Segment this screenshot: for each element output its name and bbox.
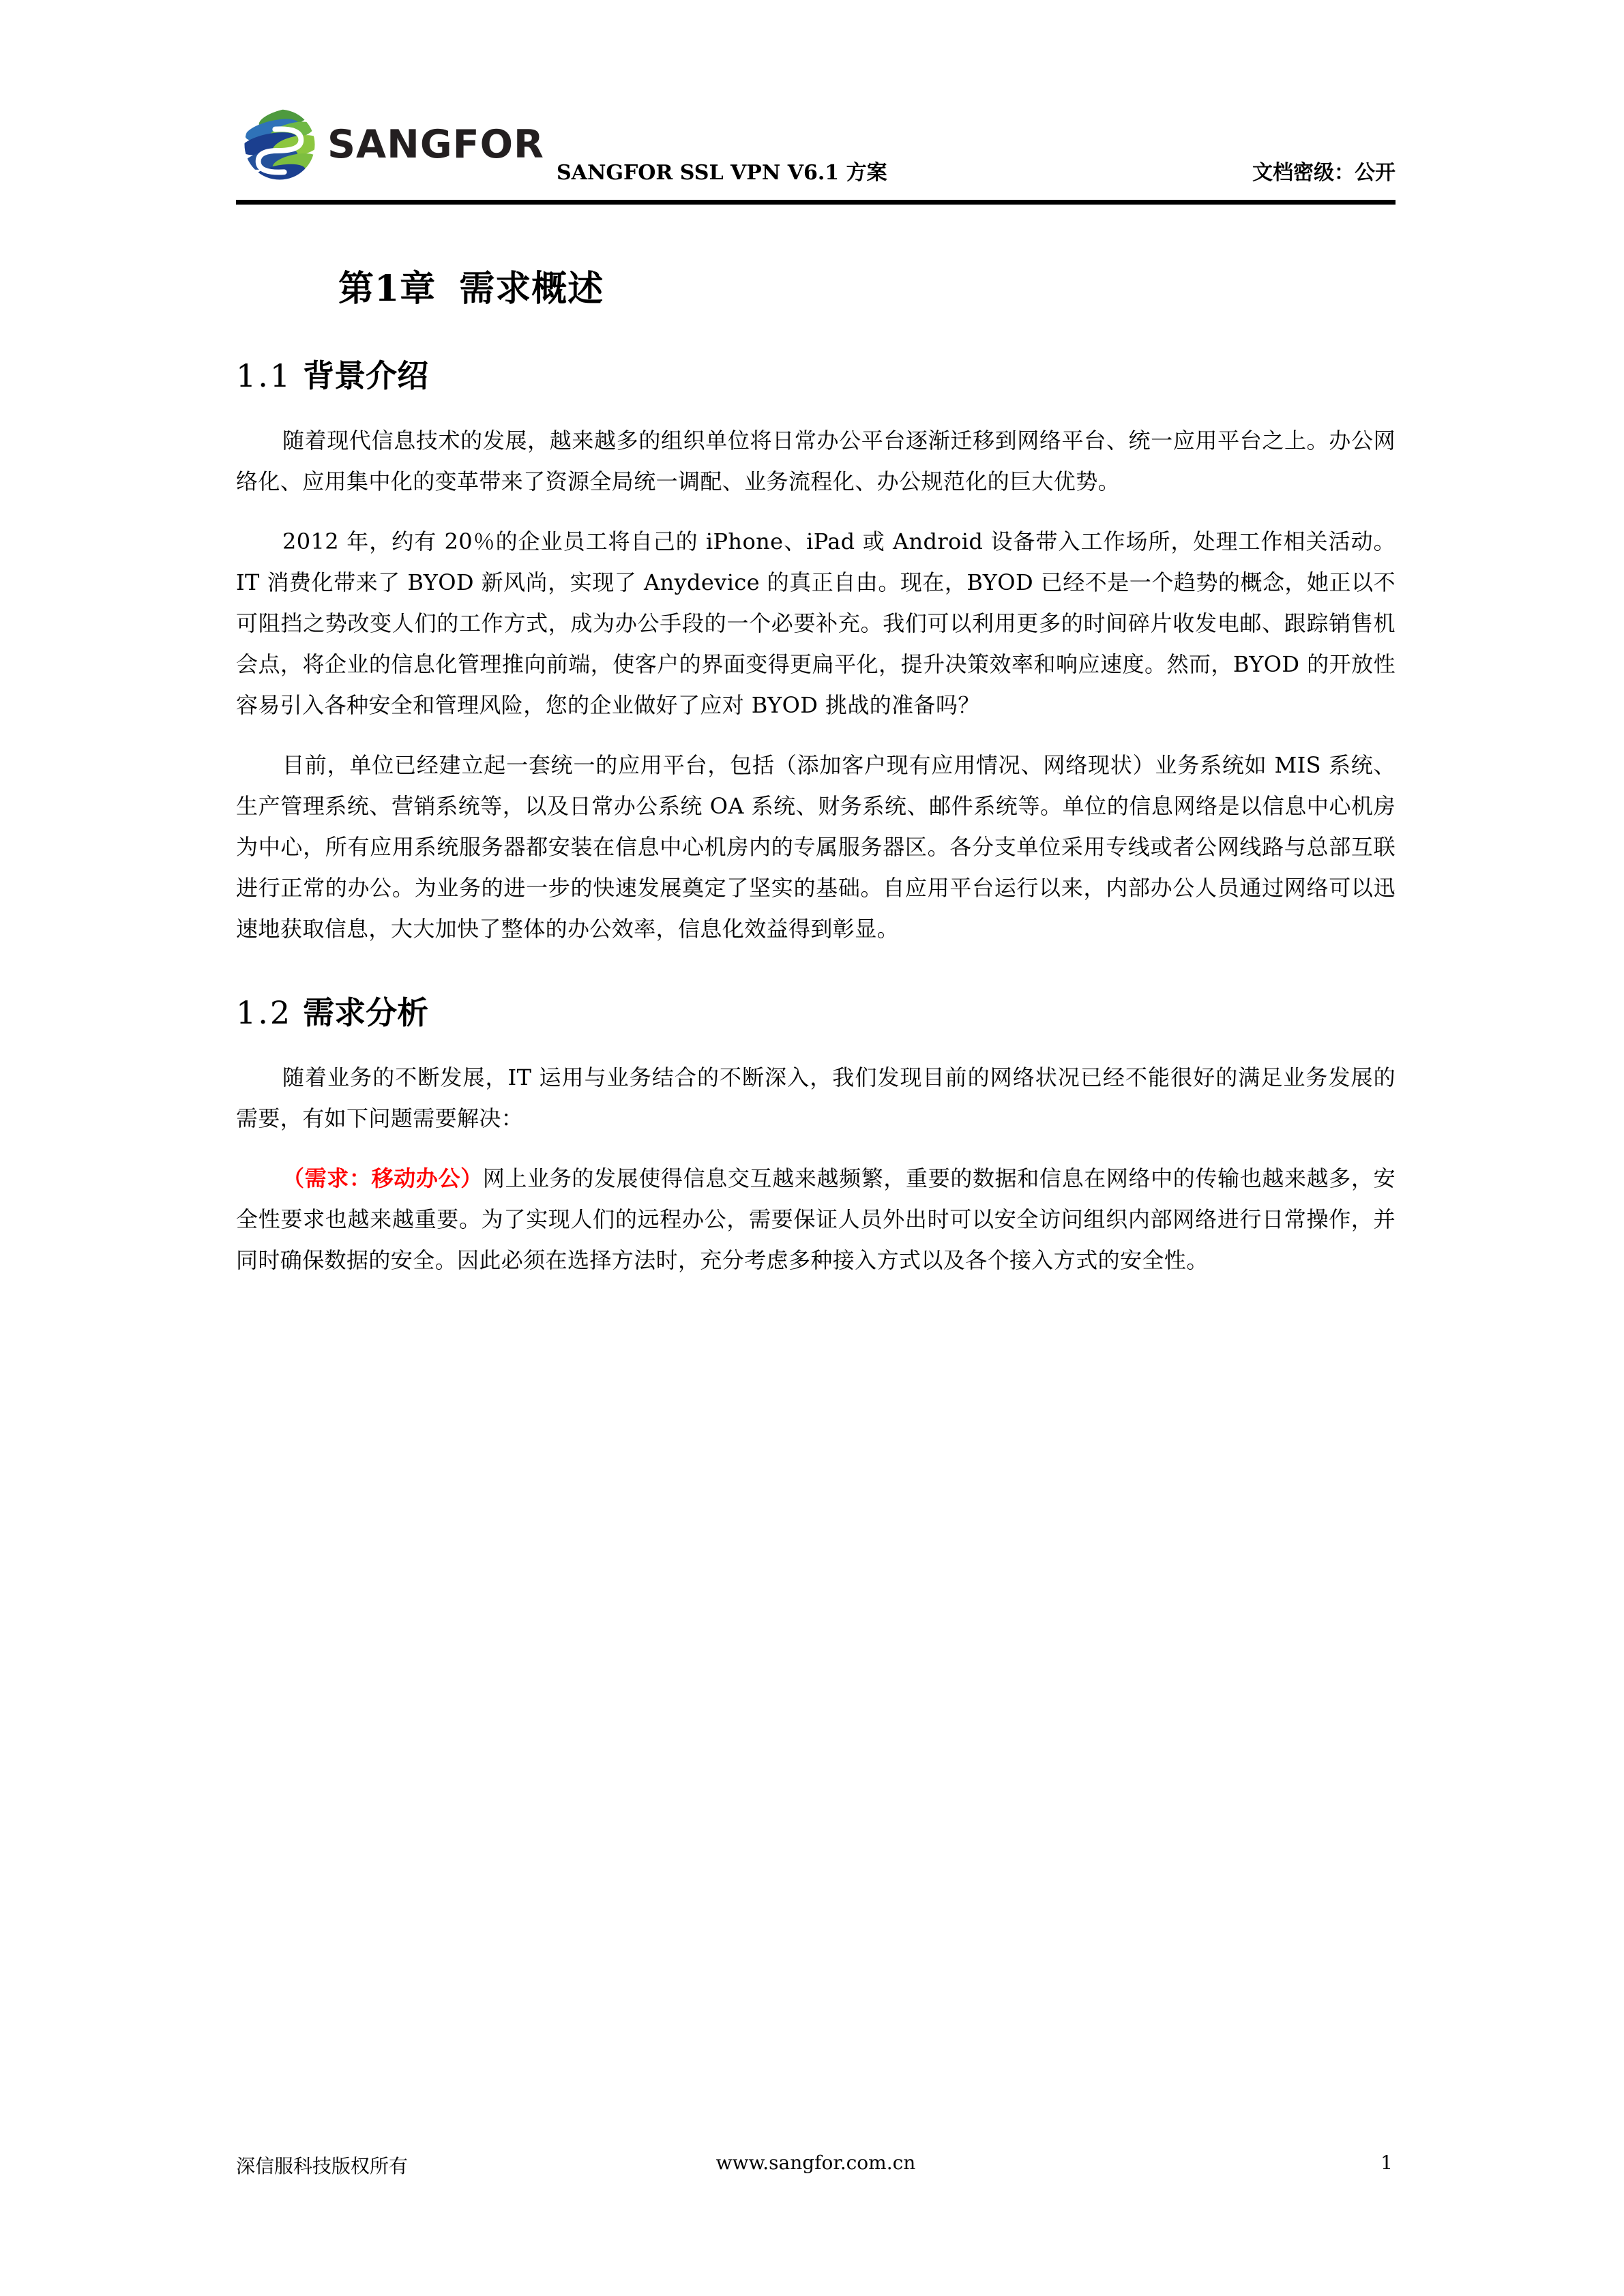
paragraph-1-2-1: 随着业务的不断发展，IT 运用与业务结合的不断深入，我们发现目前的网络状况已经不能很好的满足业务发展的需要，有如下问题需要解决： <box>236 1064 1396 1131</box>
chapter-title: 需求概述 <box>459 268 604 310</box>
page-header <box>236 102 1396 191</box>
footer-website: www.sangfor.com.cn <box>715 2151 916 2174</box>
requirement-tag: （需求：移动办公） <box>282 1165 483 1191</box>
paragraph-1-2-requirement <box>236 1158 1396 1281</box>
footer-copyright: 深信服科技版权所有 <box>236 2155 409 2177</box>
requirement-text: 网上业务的发展使得信息交互越来越频繁，重要的数据和信息在网络中的传输也越来越多，安全性要求也越来越重要。为了实现人们的远程办公，需要保证人员外出时可以安全访问组织内部网络进行日常操作，并同时确保数据的安全。因此必须在选择方法时，充分考虑多种接入方式以及各个接入方式的安全性。 <box>236 1165 1396 1273</box>
paragraph-1-1-3: 目前，单位已经建立起一套统一的应用平台，包括（添加客户现有应用情况、网络现状）业务系统如 MIS 系统、生产管理系统、营销系统等，以及日常办公系统 OA 系统、财务系统、邮件系统等。单位的信息网络是以信息中心机房为中心，所有应用系统服务器都安装在信息中心机房内的专属服务器区。各分支单位采用专线或者公网线路与总部互联进行正常的办公。为业务的进一步的快速发展奠定了坚实的基础。自应用平台运行以来，内部办公人员通过网络可以迅速地获取信息，大大加快了整体的办公效率，信息化效益得到彰显。 <box>236 751 1396 942</box>
document-body <box>236 225 1396 1281</box>
section-number-1-1: 1.1 <box>236 357 293 394</box>
paragraph-1-1-1: 随着现代信息技术的发展，越来越多的组织单位将日常办公平台逐渐迁移到网络平台、统一应用平台之上。办公网络化、应用集中化的变革带来了资源全局统一调配、业务流程化、办公规范化的巨大优势。 <box>236 427 1396 494</box>
section-heading-1-1 <box>236 355 1396 397</box>
globe-icon <box>241 106 318 183</box>
brand-logo <box>241 104 544 185</box>
footer-page-number: 1 <box>1381 2151 1393 2174</box>
section-number-1-2: 1.2 <box>236 994 293 1031</box>
paragraph-1-1-2: 2012 年，约有 20％的企业员工将自己的 iPhone、iPad 或 Android 设备带入工作场所，处理工作相关活动。IT 消费化带来了 BYOD 新风尚，实现了 Anydevice 的真正自由。现在，BYOD 已经不是一个趋势的概念，她正以不可阻挡之势改变人们的工作方式，成为办公手段的一个必要补充。我们可以利用更多的时间碎片收发电邮、跟踪销售机会点，将企业的信息化管理推向前端，使客户的界面变得更扁平化，提升决策效率和响应速度。然而，BYOD 的开放性容易引入各种安全和管理风险，您的企业做好了应对 BYOD 挑战的准备吗？ <box>236 528 1396 718</box>
section-heading-1-2 <box>236 992 1396 1034</box>
chapter-number: 第1章 <box>338 268 437 310</box>
section-title-1-1: 背景介绍 <box>303 357 429 394</box>
header-classification-label: 文档密级：公开 <box>1252 161 1396 185</box>
header-document-title: SANGFOR SSL VPN V6.1 方案 <box>557 161 887 185</box>
chapter-heading <box>236 266 1396 312</box>
brand-wordmark: SANGFOR <box>327 121 544 167</box>
header-divider <box>236 200 1396 205</box>
section-title-1-2: 需求分析 <box>303 994 429 1031</box>
page-footer <box>236 2151 1396 2192</box>
